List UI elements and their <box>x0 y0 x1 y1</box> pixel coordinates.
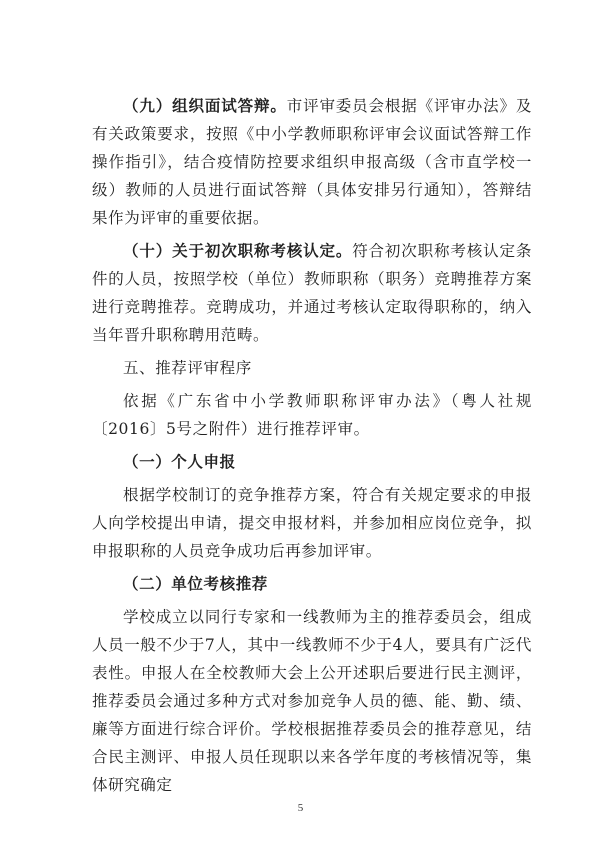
section-10-title: （十）关于初次职称考核认定。 <box>123 242 353 260</box>
subsection-2-heading: （二）单位考核推荐 <box>123 575 268 593</box>
section-9-body: 市评审委员会根据《评审办法》及有关政策要求，按照《中小学教师职称评审会议面试答辩工作操作指引》，结合疫情防控要求组织申报高级（含市直学校一级）教师的人员进行面试答辩（具体安排另行通知），答辩结果作为评审的重要依据。 <box>92 97 532 227</box>
subsection-1-heading: （一）个人申报 <box>123 453 236 471</box>
section-5-heading: 五、推荐评审程序 <box>123 359 252 377</box>
section-5-intro: 依据《广东省中小学教师职称评审办法》（粤人社规〔2016〕5号之附件）进行推荐评审。 <box>92 392 532 438</box>
page-content <box>92 92 532 804</box>
section-10-body: 符合初次职称考核认定条件的人员，按照学校（单位）教师职称（职务）竞聘推荐方案进行竞聘推荐。竞聘成功，并通过考核认定取得职称的，纳入当年晋升职称聘用范畴。 <box>92 242 532 344</box>
subsection-2-body: 学校成立以同行专家和一线教师为主的推荐委员会，组成人员一般不少于7人，其中一线教师不少于4人，要具有广泛代表性。申报人在全校教师大会上公开述职后要进行民主测评，推荐委员会通过多种方式对参加竞争人员的德、能、勤、绩、廉等方面进行综合评价。学校根据推荐委员会的推荐意见，结合民主测评、申报人员任现职以来各学年度的考核情况等，集体研究确定 <box>92 608 532 794</box>
page-number: 5 <box>297 802 304 814</box>
paragraph-section-9 <box>92 92 532 232</box>
section-9-title: （九）组织面试答辩。 <box>123 97 287 115</box>
paragraph-section-10 <box>92 237 532 349</box>
subsection-1-body: 根据学校制订的竞争推荐方案，符合有关规定要求的申报人向学校提出申请，提交申报材料，并参加相应岗位竞争，拟申报职称的人员竞争成功后再参加评审。 <box>92 486 532 560</box>
